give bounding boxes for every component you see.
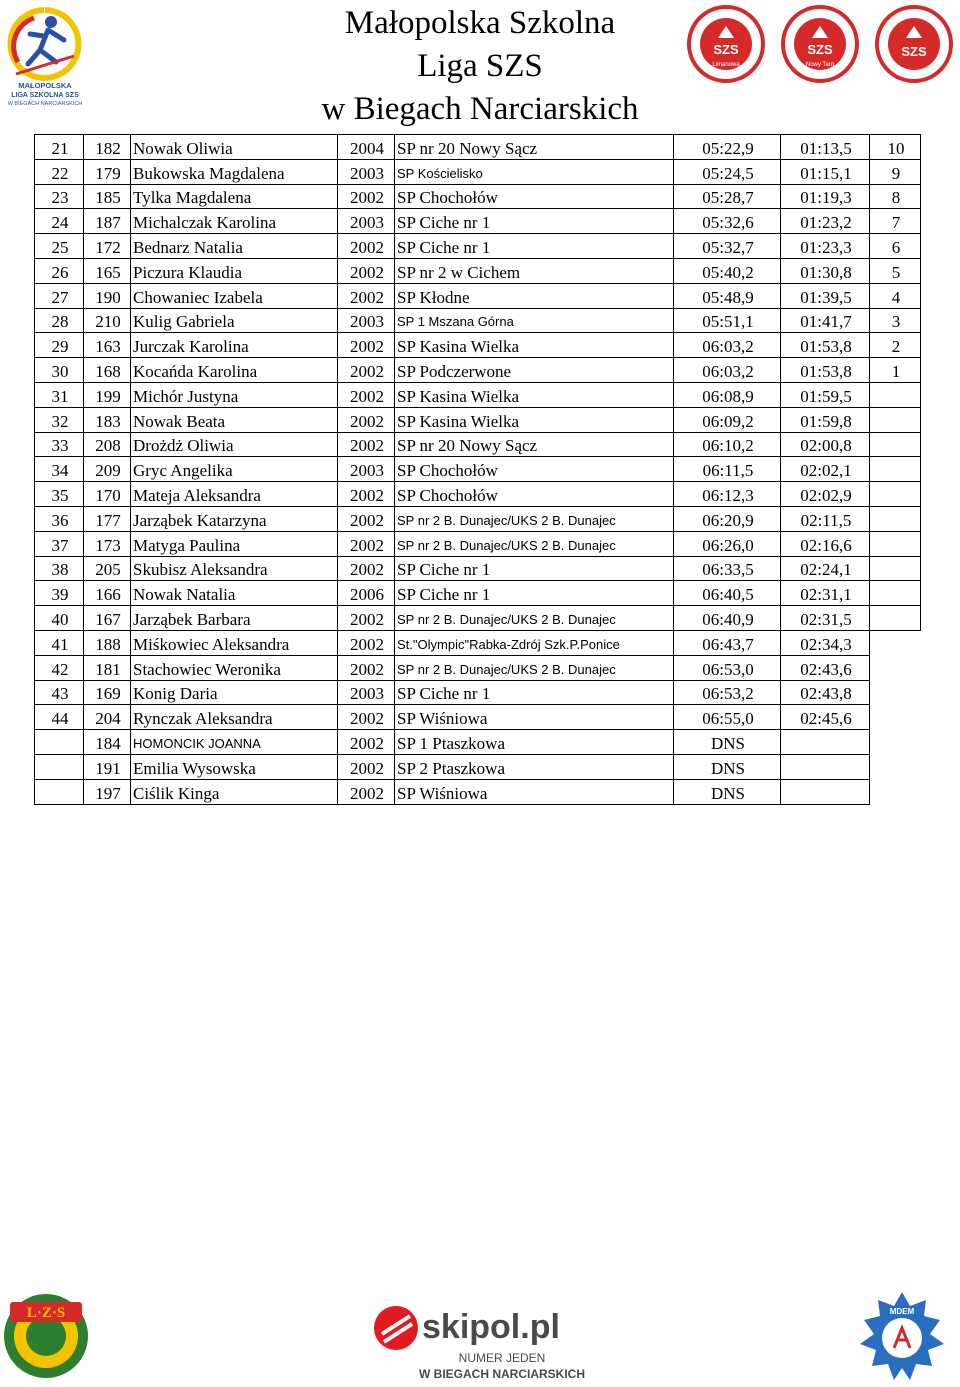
bib-number-cell: 205 xyxy=(84,556,131,581)
bib-number-cell: 188 xyxy=(84,630,131,655)
table-row xyxy=(35,680,921,705)
time-cell: 06:33,5 xyxy=(674,556,781,581)
bib-number-cell: 190 xyxy=(84,283,131,308)
position-cell: 36 xyxy=(35,506,84,531)
time-gap-cell: 01:19,3 xyxy=(781,184,870,209)
points-cell xyxy=(870,556,921,581)
table-row xyxy=(35,730,921,755)
time-gap-cell: 01:30,8 xyxy=(781,258,870,283)
birth-year-cell: 2002 xyxy=(338,258,395,283)
time-cell: 06:12,3 xyxy=(674,482,781,507)
svg-text:SZS: SZS xyxy=(807,42,833,57)
birth-year-cell: 2002 xyxy=(338,382,395,407)
mdem-text: MDEM xyxy=(889,1307,915,1316)
points-cell xyxy=(870,432,921,457)
time-gap-cell xyxy=(781,730,870,755)
school-cell: SP Kasina Wielka xyxy=(395,333,674,358)
birth-year-cell: 2003 xyxy=(338,457,395,482)
birth-year-cell: 2006 xyxy=(338,581,395,606)
athlete-name-cell: Michór Justyna xyxy=(131,382,338,407)
table-row xyxy=(35,457,921,482)
time-cell: 06:03,2 xyxy=(674,333,781,358)
birth-year-cell: 2003 xyxy=(338,680,395,705)
time-cell: 06:20,9 xyxy=(674,506,781,531)
athlete-name-cell: Mateja Aleksandra xyxy=(131,482,338,507)
bib-number-cell: 183 xyxy=(84,407,131,432)
table-row xyxy=(35,482,921,507)
time-gap-cell: 02:02,1 xyxy=(781,457,870,482)
points-cell: 7 xyxy=(870,209,921,234)
lzs-text: L·Z·S xyxy=(26,1305,66,1321)
time-cell: 05:32,6 xyxy=(674,209,781,234)
time-gap-cell: 02:31,1 xyxy=(781,581,870,606)
points-cell: 4 xyxy=(870,283,921,308)
time-cell: 05:48,9 xyxy=(674,283,781,308)
time-gap-cell: 02:00,8 xyxy=(781,432,870,457)
athlete-name-cell: Matyga Paulina xyxy=(131,531,338,556)
school-cell: SP 2 Ptaszkowa xyxy=(395,754,674,779)
bib-number-cell: 177 xyxy=(84,506,131,531)
table-row xyxy=(35,382,921,407)
school-cell: SP nr 2 B. Dunajec/UKS 2 B. Dunajec xyxy=(395,506,674,531)
table-row xyxy=(35,159,921,184)
points-cell xyxy=(870,506,921,531)
table-row xyxy=(35,779,921,804)
time-gap-cell: 02:11,5 xyxy=(781,506,870,531)
athlete-name-cell: Chowaniec Izabela xyxy=(131,283,338,308)
table-row xyxy=(35,754,921,779)
birth-year-cell: 2003 xyxy=(338,209,395,234)
time-cell: 05:22,9 xyxy=(674,135,781,160)
birth-year-cell: 2002 xyxy=(338,705,395,730)
time-gap-cell: 02:43,6 xyxy=(781,655,870,680)
bib-number-cell: 181 xyxy=(84,655,131,680)
position-cell: 28 xyxy=(35,308,84,333)
athlete-name-cell: Jarząbek Katarzyna xyxy=(131,506,338,531)
athlete-name-cell: Kocańda Karolina xyxy=(131,358,338,383)
table-row xyxy=(35,655,921,680)
time-gap-cell: 02:45,6 xyxy=(781,705,870,730)
birth-year-cell: 2002 xyxy=(338,234,395,259)
time-gap-cell: 02:24,1 xyxy=(781,556,870,581)
time-cell: DNS xyxy=(674,779,781,804)
time-cell: 05:40,2 xyxy=(674,258,781,283)
time-gap-cell: 02:02,9 xyxy=(781,482,870,507)
time-gap-cell: 02:31,5 xyxy=(781,606,870,631)
table-row xyxy=(35,705,921,730)
bib-number-cell: 204 xyxy=(84,705,131,730)
school-cell: SP Wiśniowa xyxy=(395,705,674,730)
skipol-brand: skipol.pl xyxy=(422,1308,560,1346)
school-cell: SP Chochołów xyxy=(395,457,674,482)
athlete-name-cell: Tylka Magdalena xyxy=(131,184,338,209)
athlete-name-cell: Nowak Oliwia xyxy=(131,135,338,160)
time-gap-cell: 02:43,8 xyxy=(781,680,870,705)
school-cell: SP Kłodne xyxy=(395,283,674,308)
points-cell: 3 xyxy=(870,308,921,333)
position-cell: 27 xyxy=(35,283,84,308)
bib-number-cell: 167 xyxy=(84,606,131,631)
empty-points-cell xyxy=(870,655,921,680)
points-cell xyxy=(870,482,921,507)
position-cell: 37 xyxy=(35,531,84,556)
time-cell: 06:53,0 xyxy=(674,655,781,680)
page-title xyxy=(250,2,710,131)
table-row xyxy=(35,283,921,308)
athlete-name-cell: Stachowiec Weronika xyxy=(131,655,338,680)
school-cell: SP nr 20 Nowy Sącz xyxy=(395,135,674,160)
birth-year-cell: 2002 xyxy=(338,407,395,432)
birth-year-cell: 2002 xyxy=(338,482,395,507)
bib-number-cell: 210 xyxy=(84,308,131,333)
athlete-name-cell: Konig Daria xyxy=(131,680,338,705)
position-cell: 38 xyxy=(35,556,84,581)
birth-year-cell: 2003 xyxy=(338,308,395,333)
athlete-name-cell: Jurczak Karolina xyxy=(131,333,338,358)
position-cell: 21 xyxy=(35,135,84,160)
birth-year-cell: 2002 xyxy=(338,730,395,755)
athlete-name-cell: Ciślik Kinga xyxy=(131,779,338,804)
table-row xyxy=(35,135,921,160)
szs-seal-limanowa xyxy=(686,4,766,84)
empty-points-cell xyxy=(870,754,921,779)
time-cell: 06:09,2 xyxy=(674,407,781,432)
athlete-name-cell: HOMONCIK JOANNA xyxy=(131,730,338,755)
results-table xyxy=(34,134,921,805)
svg-text:Nowy Targ: Nowy Targ xyxy=(805,62,835,68)
position-cell: 35 xyxy=(35,482,84,507)
birth-year-cell: 2002 xyxy=(338,630,395,655)
bib-number-cell: 191 xyxy=(84,754,131,779)
school-cell: SP nr 2 B. Dunajec/UKS 2 B. Dunajec xyxy=(395,606,674,631)
time-gap-cell: 02:34,3 xyxy=(781,630,870,655)
position-cell: 34 xyxy=(35,457,84,482)
school-cell: SP nr 2 B. Dunajec/UKS 2 B. Dunajec xyxy=(395,655,674,680)
empty-points-cell xyxy=(870,705,921,730)
birth-year-cell: 2002 xyxy=(338,283,395,308)
time-gap-cell: 01:59,8 xyxy=(781,407,870,432)
position-cell: 29 xyxy=(35,333,84,358)
school-cell: St."Olympic"Rabka-Zdrój Szk.P.Ponice xyxy=(395,630,674,655)
table-row xyxy=(35,333,921,358)
birth-year-cell: 2002 xyxy=(338,358,395,383)
bib-number-cell: 187 xyxy=(84,209,131,234)
birth-year-cell: 2002 xyxy=(338,432,395,457)
points-cell xyxy=(870,382,921,407)
school-cell: SP nr 20 Nowy Sącz xyxy=(395,432,674,457)
school-cell: SP nr 2 w Cichem xyxy=(395,258,674,283)
table-row xyxy=(35,184,921,209)
points-cell xyxy=(870,581,921,606)
page-header xyxy=(0,0,960,135)
position-cell: 24 xyxy=(35,209,84,234)
birth-year-cell: 2002 xyxy=(338,506,395,531)
points-cell xyxy=(870,606,921,631)
position-cell: 33 xyxy=(35,432,84,457)
table-row xyxy=(35,308,921,333)
school-cell: SP Ciche nr 1 xyxy=(395,581,674,606)
table-row xyxy=(35,581,921,606)
athlete-name-cell: Nowak Beata xyxy=(131,407,338,432)
birth-year-cell: 2002 xyxy=(338,606,395,631)
position-cell: 44 xyxy=(35,705,84,730)
title-line-1: Małopolska Szkolna xyxy=(344,5,616,41)
time-cell: 06:55,0 xyxy=(674,705,781,730)
time-cell: 06:10,2 xyxy=(674,432,781,457)
bib-number-cell: 169 xyxy=(84,680,131,705)
school-cell: SP Ciche nr 1 xyxy=(395,556,674,581)
time-cell: DNS xyxy=(674,754,781,779)
time-gap-cell: 01:59,5 xyxy=(781,382,870,407)
points-cell: 9 xyxy=(870,159,921,184)
points-cell: 8 xyxy=(870,184,921,209)
time-cell: 06:53,2 xyxy=(674,680,781,705)
athlete-name-cell: Emilia Wysowska xyxy=(131,754,338,779)
school-cell: SP Ciche nr 1 xyxy=(395,680,674,705)
empty-points-cell xyxy=(870,779,921,804)
time-cell: 06:43,7 xyxy=(674,630,781,655)
birth-year-cell: 2002 xyxy=(338,184,395,209)
birth-year-cell: 2002 xyxy=(338,754,395,779)
mdem-snowflake-logo xyxy=(850,1286,954,1386)
birth-year-cell: 2002 xyxy=(338,556,395,581)
position-cell: 26 xyxy=(35,258,84,283)
page-footer xyxy=(0,1270,960,1387)
table-row xyxy=(35,407,921,432)
points-cell xyxy=(870,407,921,432)
athlete-name-cell: Piczura Klaudia xyxy=(131,258,338,283)
time-gap-cell: 02:16,6 xyxy=(781,531,870,556)
bib-number-cell: 173 xyxy=(84,531,131,556)
athlete-name-cell: Gryc Angelika xyxy=(131,457,338,482)
bib-number-cell: 179 xyxy=(84,159,131,184)
athlete-name-cell: Rynczak Aleksandra xyxy=(131,705,338,730)
school-cell: SP Chochołów xyxy=(395,184,674,209)
table-row xyxy=(35,234,921,259)
bib-number-cell: 170 xyxy=(84,482,131,507)
position-cell: 43 xyxy=(35,680,84,705)
bib-number-cell: 199 xyxy=(84,382,131,407)
birth-year-cell: 2003 xyxy=(338,159,395,184)
time-cell: 05:24,5 xyxy=(674,159,781,184)
skier-logo xyxy=(4,4,86,108)
lzs-logo xyxy=(2,1280,90,1386)
bib-number-cell: 197 xyxy=(84,779,131,804)
school-cell: SP Kościelisko xyxy=(395,159,674,184)
athlete-name-cell: Bednarz Natalia xyxy=(131,234,338,259)
time-gap-cell: 01:39,5 xyxy=(781,283,870,308)
position-cell: 32 xyxy=(35,407,84,432)
time-cell: 05:28,7 xyxy=(674,184,781,209)
table-row xyxy=(35,506,921,531)
school-cell: SP Podczerwone xyxy=(395,358,674,383)
table-row xyxy=(35,258,921,283)
empty-points-cell xyxy=(870,680,921,705)
time-gap-cell xyxy=(781,779,870,804)
bib-number-cell: 182 xyxy=(84,135,131,160)
skipol-logo xyxy=(370,1290,590,1387)
szs-seal-nowy-targ xyxy=(780,4,860,84)
time-cell: 06:03,2 xyxy=(674,358,781,383)
time-gap-cell: 01:13,5 xyxy=(781,135,870,160)
athlete-name-cell: Michalczak Karolina xyxy=(131,209,338,234)
table-row xyxy=(35,606,921,631)
bib-number-cell: 165 xyxy=(84,258,131,283)
table-row xyxy=(35,630,921,655)
position-cell xyxy=(35,754,84,779)
bib-number-cell: 172 xyxy=(84,234,131,259)
skipol-tagline-2: W BIEGACH NARCIARSKICH xyxy=(419,1367,585,1381)
time-cell: 06:40,5 xyxy=(674,581,781,606)
position-cell: 22 xyxy=(35,159,84,184)
time-cell: 06:40,9 xyxy=(674,606,781,631)
position-cell: 40 xyxy=(35,606,84,631)
position-cell: 30 xyxy=(35,358,84,383)
bib-number-cell: 163 xyxy=(84,333,131,358)
school-cell: SP Chochołów xyxy=(395,482,674,507)
points-cell xyxy=(870,531,921,556)
svg-text:SZS: SZS xyxy=(901,44,927,59)
bib-number-cell: 185 xyxy=(84,184,131,209)
empty-points-cell xyxy=(870,630,921,655)
time-gap-cell: 01:23,3 xyxy=(781,234,870,259)
table-row xyxy=(35,531,921,556)
birth-year-cell: 2002 xyxy=(338,531,395,556)
time-gap-cell: 01:53,8 xyxy=(781,333,870,358)
athlete-name-cell: Jarząbek Barbara xyxy=(131,606,338,631)
title-line-2: Liga SZS xyxy=(417,48,543,84)
logo-left-line-3: W BIEGACH NARCIARSKICH xyxy=(7,101,83,107)
school-cell: SP Kasina Wielka xyxy=(395,407,674,432)
school-cell: SP nr 2 B. Dunajec/UKS 2 B. Dunajec xyxy=(395,531,674,556)
school-cell: SP Ciche nr 1 xyxy=(395,234,674,259)
position-cell: 23 xyxy=(35,184,84,209)
birth-year-cell: 2002 xyxy=(338,333,395,358)
bib-number-cell: 166 xyxy=(84,581,131,606)
time-cell: 05:32,7 xyxy=(674,234,781,259)
logo-left-line-2: LIGA SZKOLNA SZS xyxy=(11,92,79,99)
time-cell: 06:11,5 xyxy=(674,457,781,482)
athlete-name-cell: Drożdż Oliwia xyxy=(131,432,338,457)
athlete-name-cell: Bukowska Magdalena xyxy=(131,159,338,184)
position-cell xyxy=(35,779,84,804)
svg-text:SZS: SZS xyxy=(713,42,739,57)
time-gap-cell: 01:53,8 xyxy=(781,358,870,383)
table-row xyxy=(35,209,921,234)
time-cell: 06:08,9 xyxy=(674,382,781,407)
birth-year-cell: 2004 xyxy=(338,135,395,160)
points-cell: 1 xyxy=(870,358,921,383)
athlete-name-cell: Miśkowiec Aleksandra xyxy=(131,630,338,655)
bib-number-cell: 184 xyxy=(84,730,131,755)
bib-number-cell: 168 xyxy=(84,358,131,383)
points-cell: 6 xyxy=(870,234,921,259)
position-cell: 39 xyxy=(35,581,84,606)
position-cell: 41 xyxy=(35,630,84,655)
skipol-tagline-1: NUMER JEDEN xyxy=(458,1351,546,1365)
position-cell: 25 xyxy=(35,234,84,259)
position-cell: 42 xyxy=(35,655,84,680)
table-row xyxy=(35,556,921,581)
title-line-3: w Biegach Narciarskich xyxy=(321,91,639,127)
points-cell xyxy=(870,457,921,482)
school-cell: SP 1 Mszana Górna xyxy=(395,308,674,333)
time-gap-cell: 01:41,7 xyxy=(781,308,870,333)
points-cell: 10 xyxy=(870,135,921,160)
position-cell xyxy=(35,730,84,755)
birth-year-cell: 2002 xyxy=(338,779,395,804)
szs-seal-malopolski xyxy=(874,4,954,84)
school-cell: SP Kasina Wielka xyxy=(395,382,674,407)
time-gap-cell: 01:23,2 xyxy=(781,209,870,234)
logo-left-line-1: MAŁOPOLSKA xyxy=(18,81,72,90)
school-cell: SP Ciche nr 1 xyxy=(395,209,674,234)
athlete-name-cell: Skubisz Aleksandra xyxy=(131,556,338,581)
birth-year-cell: 2002 xyxy=(338,655,395,680)
points-cell: 5 xyxy=(870,258,921,283)
athlete-name-cell: Kulig Gabriela xyxy=(131,308,338,333)
time-cell: 05:51,1 xyxy=(674,308,781,333)
time-gap-cell: 01:15,1 xyxy=(781,159,870,184)
results-body xyxy=(35,135,921,805)
bib-number-cell: 208 xyxy=(84,432,131,457)
time-gap-cell xyxy=(781,754,870,779)
svg-text:Limanowa: Limanowa xyxy=(712,62,740,68)
athlete-name-cell: Nowak Natalia xyxy=(131,581,338,606)
time-cell: DNS xyxy=(674,730,781,755)
empty-points-cell xyxy=(870,730,921,755)
points-cell: 2 xyxy=(870,333,921,358)
position-cell: 31 xyxy=(35,382,84,407)
table-row xyxy=(35,358,921,383)
time-cell: 06:26,0 xyxy=(674,531,781,556)
bib-number-cell: 209 xyxy=(84,457,131,482)
school-cell: SP 1 Ptaszkowa xyxy=(395,730,674,755)
school-cell: SP Wiśniowa xyxy=(395,779,674,804)
table-row xyxy=(35,432,921,457)
